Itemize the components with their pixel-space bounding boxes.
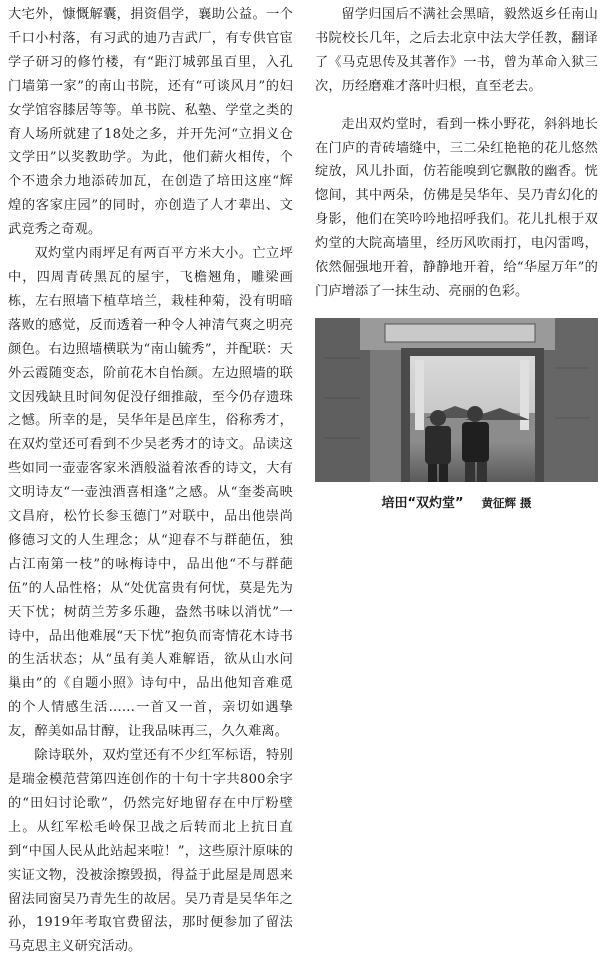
photo-image xyxy=(315,318,598,482)
caption-credit: 黄征辉 摄 xyxy=(481,496,532,510)
paragraph: 留学归国后不满社会黑暗，毅然返乡任南山书院校长几年，之后去北京中法大学任教，翻译了《马克思传及其著作》一书，曾为革命入狱三次，历经磨难才落叶归根，直至老去。 xyxy=(315,7,598,94)
paragraph: 双灼堂内雨坪足有两百平方米大小。亡立坪中，四周青砖黑瓦的屋宇，飞檐翘角，雕梁画栋，左右照墙下植草培兰，栽桂种菊，没有明暗落败的感觉，反而透着一种令人神清气爽之明亮颜色。右边照墙横联为“南山毓秀”，并配联：天外云霞随变态，阶前花木自怡颜。左边照墙的联文因残缺且时间匆促没仔细推敲，至今仍存遗珠之憾。所幸的是，吴华年是邑庠生，俗称秀才，在双灼堂还可看到不少吴老秀才的诗文。品读这些如同一壶壶客家米酒般溢着浓香的诗文，大有文明诗友“一壶浊酒喜相逢”之感。从“奎娄高映文昌府，松竹长参玉德门”对联中，品出他崇尚修德习文的人生理念；从“迎春不与群葩伍，独占江南第一枝”的咏梅诗中，品出他“不与群葩伍”的人品性格；从“处优富贵有何忧，莫是先为天下忧；树荫兰芳多乐趣，盎然书味以消忧”一诗中，品出他难展“天下忧”抱负而寄情花木诗书的生活状态；从“虽有美人难解语，欲从山水问巢由”的《自题小照》诗句中，品出他知音难觅的个人情感生活……一首又一首，亲切如遇挚友，醉美如品甘醇，让我品味再三，久久难离。 xyxy=(8,246,293,740)
photo-caption xyxy=(315,492,598,511)
right-text-column xyxy=(315,3,598,304)
left-text-column xyxy=(8,3,293,959)
paragraph: 走出双灼堂时，看到一株小野花，斜斜地长在门庐的青砖墙缝中，三二朵红艳艳的花儿悠然绽放，风儿扑面，仿若能嗅到它飘散的幽香。恍惚间，其中两朵，仿佛是吴华年、吴乃青幻化的身影，他们在笑吟吟地招呼我们。花儿扎根于双灼堂的大院高墙里，经历风吹雨打，电闪雷鸣，依然倔强地开着，静静地开着，给“华屋万年”的门庐增添了一抹生动、亮丽的色彩。 xyxy=(315,116,598,299)
paragraph: 除诗联外，双灼堂还有不少红军标语，特别是瑞金模范营第四连创作的十句十字共800余字的“田妇讨论歌”，仍然完好地留存在中厅粉壁上。从红军松毛岭保卫战之后转而北上抗日直到“中国人民从此站起来啦！”，这些原汁原味的实证文物，没被涂擦毁损，得益于此屋是周恩来留法同窗吴乃青先生的故居。吴乃青是吴华年之孙，1919年考取官费留法，那时便参加了留法马克思主义研究活动。 xyxy=(8,748,293,955)
caption-title: 培田“双灼堂” xyxy=(381,496,464,511)
paragraph: 大宅外，慷慨解囊，捐资倡学，襄助公益。一个千口小村落，有习武的迪乃吉武厂，有专供官宦学子研习的修竹楼，有“距汀城郭虽百里，入孔门墙第一家”的南山书院，还有“可谈风月”的妇女学馆容膝居等等。单书院、私塾、学堂之类的育人场所就建了18处之多，并开先河“立捐义仓文学田”以奖教助学。为此，他们薪火相传，个个不遗余力地添砖加瓦，在创造了培田这座“辉煌的客家庄园”的同时，亦创造了人才辈出、文武竞秀之奇观。 xyxy=(8,7,293,238)
photo-shuangzhuotang xyxy=(315,318,598,482)
